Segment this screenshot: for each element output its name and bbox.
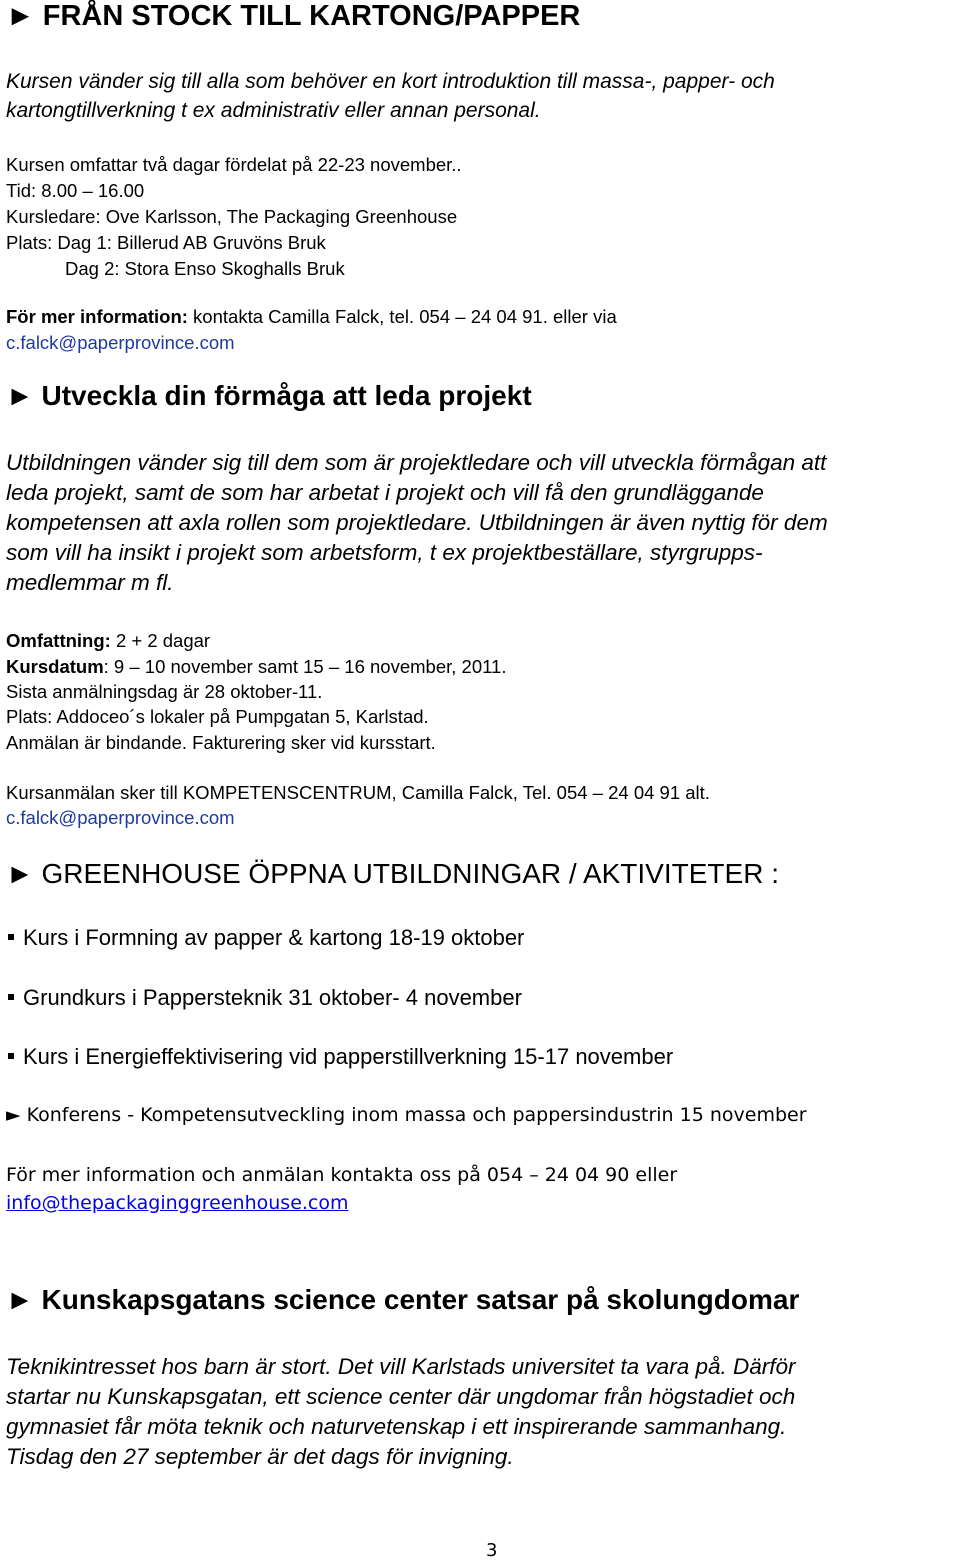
section4-p2: startar nu Kunskapsgatan, ett science center där ungdomar från högstadiet och — [6, 1384, 796, 1409]
bullet-square-icon — [8, 994, 14, 1000]
section2-p3: kompetensen att axla rollen som projektledare. Utbildningen är även nyttig för dem — [6, 510, 828, 535]
plats: Plats: Addoceo´s lokaler på Pumpgatan 5, Karlstad. — [6, 706, 429, 727]
sista-anmalningsdag: Sista anmälningsdag är 28 oktober-11. — [6, 681, 323, 702]
section1-line4: Plats: Dag 1: Billerud AB Gruvöns Bruk — [6, 232, 326, 253]
section4-title: Kunskapsgatans science center satsar på skolungdomar — [41, 1284, 800, 1315]
arrow-icon: ► — [6, 0, 35, 32]
omfattning-value: 2 + 2 dagar — [110, 630, 211, 651]
kursdatum-value: : 9 – 10 november samt 15 – 16 november, 2011. — [103, 656, 507, 677]
section1-email-link[interactable]: c.falck@paperprovince.com — [6, 332, 235, 353]
arrow-icon: ► — [6, 858, 34, 889]
kursdatum-label: Kursdatum — [6, 656, 104, 677]
section3-title: GREENHOUSE ÖPPNA UTBILDNINGAR / AKTIVITETER : — [41, 858, 779, 889]
list-item-text: Kurs i Energieffektivisering vid papperstillverkning 15-17 november — [23, 1044, 674, 1069]
section4-heading — [6, 1284, 799, 1316]
section1-line3: Kursledare: Ove Karlsson, The Packaging Greenhouse — [6, 206, 458, 227]
bullet-square-icon — [8, 1053, 14, 1059]
list-item-text: Grundkurs i Pappersteknik 31 oktober- 4 november — [23, 985, 522, 1010]
arrow-icon: ► — [6, 1104, 21, 1126]
section1-intro-line2: kartongtillverkning t ex administrativ eller annan personal. — [6, 99, 541, 122]
section1-heading — [6, 0, 580, 33]
bullet-square-icon — [8, 934, 14, 940]
omfattning-label: Omfattning: — [6, 630, 111, 651]
section3-info: För mer information och anmälan kontakta oss på 054 – 24 04 90 eller — [6, 1164, 678, 1186]
section2-p4: som vill ha insikt i projekt som arbetsform, t ex projektbeställare, styrgrupps- — [6, 540, 763, 565]
list-item — [6, 925, 524, 951]
kursanmalan: Kursanmälan sker till KOMPETENSCENTRUM, Camilla Falck, Tel. 054 – 24 04 91 alt. — [6, 782, 710, 803]
section4-p4: Tisdag den 27 september är det dags för invigning. — [6, 1444, 514, 1469]
section4-p3: gymnasiet får möta teknik och naturvetenskap i ett inspirerande sammanhang. — [6, 1414, 787, 1439]
kursdatum — [6, 656, 506, 678]
section1-line1: Kursen omfattar två dagar fördelat på 22-23 november.. — [6, 154, 462, 175]
section2-p2: leda projekt, samt de som har arbetat i projekt och vill få den grundläggande — [6, 480, 764, 505]
section4-p1: Teknikintresset hos barn är stort. Det vill Karlstads universitet ta vara på. Därför — [6, 1354, 796, 1379]
section3-heading — [6, 858, 779, 890]
list-item-text: Kurs i Formning av papper & kartong 18-19 oktober — [23, 925, 525, 950]
section1-info-text: kontakta Camilla Falck, tel. 054 – 24 04 91. eller via — [187, 306, 617, 327]
list-item — [6, 1044, 673, 1070]
page-number: 3 — [486, 1540, 498, 1561]
section2-email-link[interactable]: c.falck@paperprovince.com — [6, 807, 235, 828]
section1-line5: Dag 2: Stora Enso Skoghalls Bruk — [65, 258, 345, 279]
section1-info — [6, 306, 617, 328]
section1-info-label: För mer information: — [6, 306, 188, 327]
section1-line2: Tid: 8.00 – 16.00 — [6, 180, 145, 201]
anmalan: Anmälan är bindande. Fakturering sker vid kursstart. — [6, 732, 436, 753]
konferens-text: Konferens - Kompetensutveckling inom massa och pappersindustrin 15 november — [26, 1104, 807, 1126]
arrow-icon: ► — [6, 1284, 34, 1315]
konferens — [6, 1104, 807, 1126]
omfattning — [6, 630, 210, 652]
section2-p1: Utbildningen vänder sig till dem som är projektledare och vill utveckla förmågan att — [6, 450, 827, 475]
list-item — [6, 985, 522, 1011]
section2-title: Utveckla din förmåga att leda projekt — [41, 380, 532, 411]
section3-email-link[interactable]: info@thepackaginggreenhouse.com — [6, 1192, 349, 1214]
section2-heading — [6, 380, 532, 412]
section1-intro-line1: Kursen vänder sig till alla som behöver en kort introduktion till massa-, papper- och — [6, 70, 775, 93]
section2-p5: medlemmar m fl. — [6, 570, 174, 595]
section1-title: FRÅN STOCK TILL KARTONG/PAPPER — [42, 0, 581, 32]
arrow-icon: ► — [6, 380, 34, 411]
